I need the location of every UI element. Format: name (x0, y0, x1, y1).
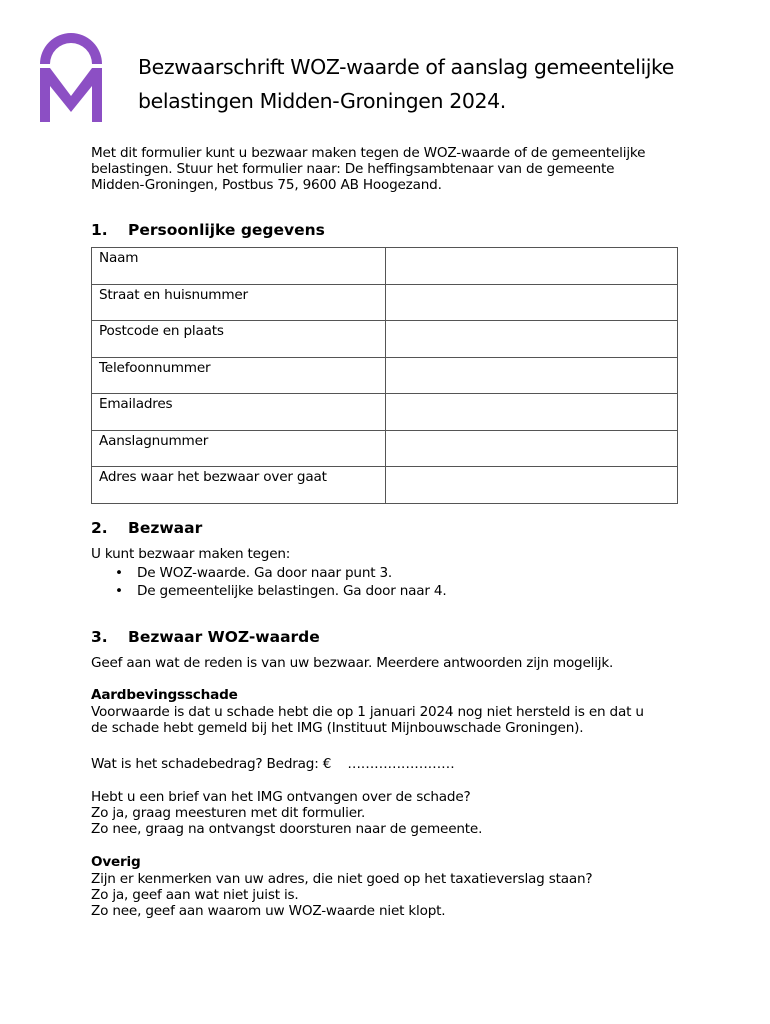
section-1-number: 1. (91, 221, 108, 239)
straat-field[interactable] (386, 284, 678, 321)
aanslagnummer-field[interactable] (386, 430, 678, 467)
section-3-intro: Geef aan wat de reden is van uw bezwaar. Meerdere antwoorden zijn mogelijk. (91, 655, 614, 671)
personal-details-table (91, 247, 678, 504)
m-logo (36, 30, 106, 122)
section-1-heading (91, 221, 325, 239)
img-brief-line-3: Zo nee, graag na ontvangst doorsturen naar de gemeente. (91, 821, 483, 837)
section-2-title: Bezwaar (128, 519, 203, 537)
intro-line-1: Met dit formulier kunt u bezwaar maken tegen de WOZ-waarde of de gemeentelijke (91, 145, 646, 161)
adres-field[interactable] (386, 467, 678, 504)
overig-line-2: Zo ja, geef aan wat niet juist is. (91, 887, 299, 903)
section-3-number: 3. (91, 628, 108, 646)
overig-text (91, 871, 592, 919)
schadebedrag-row (91, 756, 454, 772)
table-row (92, 357, 678, 394)
intro-text (91, 145, 645, 193)
bullet-text-woz: De WOZ-waarde. Ga door naar punt 3. (137, 565, 393, 581)
telefoon-field[interactable] (386, 357, 678, 394)
img-brief-line-1: Hebt u een brief van het IMG ontvangen over de schade? (91, 789, 471, 805)
section-3-heading (91, 628, 320, 646)
list-item (115, 582, 447, 600)
schadebedrag-label: Wat is het schadebedrag? Bedrag: € (91, 756, 332, 772)
schadebedrag-field[interactable]: …………………… (347, 756, 455, 772)
aardbeving-line-1: Voorwaarde is dat u schade hebt die op 1 januari 2024 nog niet hersteld is en dat u (91, 704, 644, 720)
intro-line-3: Midden-Groningen, Postbus 75, 9600 AB Hoogezand. (91, 177, 442, 193)
list-item (115, 564, 447, 582)
row-label-telefoon: Telefoonnummer (92, 357, 386, 394)
section-2-number: 2. (91, 519, 108, 537)
bullet-text-belastingen: De gemeentelijke belastingen. Ga door naar 4. (137, 583, 447, 599)
table-row (92, 430, 678, 467)
document-title (138, 50, 738, 118)
section-2-heading (91, 519, 202, 537)
overig-line-3: Zo nee, geef aan waarom uw WOZ-waarde niet klopt. (91, 903, 446, 919)
naam-field[interactable] (386, 248, 678, 285)
bullet-icon: • (115, 583, 123, 599)
section-2-intro: U kunt bezwaar maken tegen: (91, 546, 291, 562)
row-label-email: Emailadres (92, 394, 386, 431)
overig-line-1: Zijn er kenmerken van uw adres, die niet goed op het taxatieverslag staan? (91, 871, 593, 887)
intro-line-2: belastingen. Stuur het formulier naar: De heffingsambtenaar van de gemeente (91, 161, 615, 177)
row-label-straat: Straat en huisnummer (92, 284, 386, 321)
title-line-1: Bezwaarschrift WOZ-waarde of aanslag gemeentelijke (138, 55, 674, 79)
row-label-naam: Naam (92, 248, 386, 285)
table-row (92, 394, 678, 431)
table-row (92, 284, 678, 321)
aardbeving-text (91, 704, 644, 736)
row-label-aanslagnummer: Aanslagnummer (92, 430, 386, 467)
postcode-field[interactable] (386, 321, 678, 358)
title-line-2: belastingen Midden-Groningen 2024. (138, 89, 506, 113)
table-row (92, 248, 678, 285)
email-field[interactable] (386, 394, 678, 431)
overig-heading: Overig (91, 854, 141, 870)
aardbeving-heading: Aardbevingsschade (91, 687, 238, 703)
table-row (92, 467, 678, 504)
img-brief-line-2: Zo ja, graag meesturen met dit formulier. (91, 805, 366, 821)
row-label-adres: Adres waar het bezwaar over gaat (92, 467, 386, 504)
bezwaar-options-list (115, 564, 447, 600)
aardbeving-line-2: de schade hebt gemeld bij het IMG (Instituut Mijnbouwschade Groningen). (91, 720, 584, 736)
section-3-title: Bezwaar WOZ-waarde (128, 628, 320, 646)
bullet-icon: • (115, 565, 123, 581)
row-label-postcode: Postcode en plaats (92, 321, 386, 358)
img-brief-text (91, 789, 482, 837)
section-1-title: Persoonlijke gegevens (128, 221, 325, 239)
table-row (92, 321, 678, 358)
